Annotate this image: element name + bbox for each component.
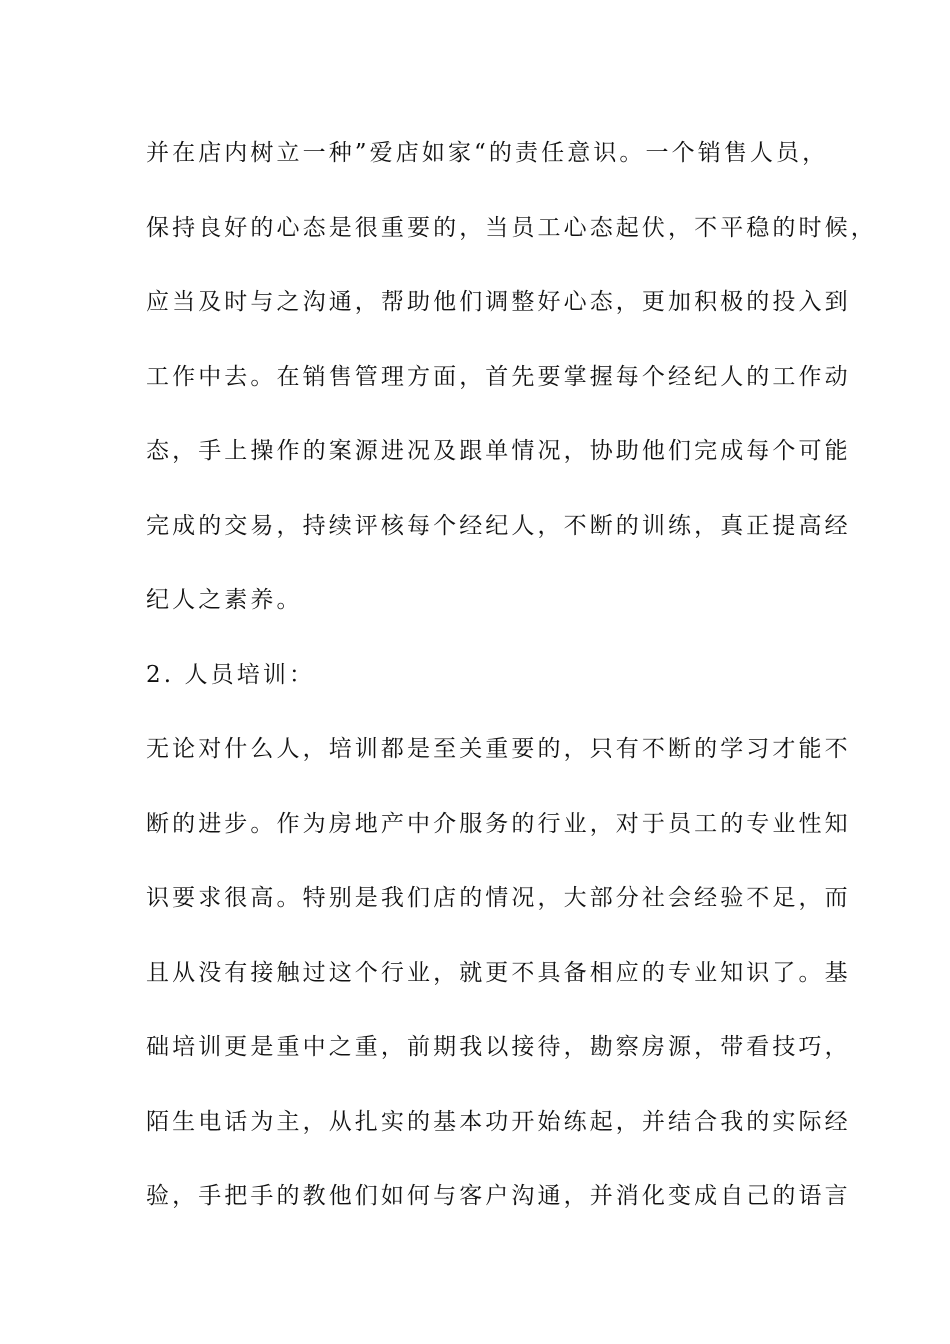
text-line: 工作中去。在销售管理方面，首先要掌握每个经纪人的工作动 bbox=[146, 364, 851, 390]
text-line: 无论对什么人，培训都是至关重要的，只有不断的学习才能不 bbox=[146, 736, 851, 762]
text-line: 础培训更是重中之重，前期我以接待，勘察房源，带看技巧， bbox=[146, 1034, 851, 1060]
text-line: 陌生电话为主，从扎实的基本功开始练起，并结合我的实际经 bbox=[146, 1109, 851, 1135]
text-line: 验，手把手的教他们如何与客户沟通，并消化变成自己的语言 bbox=[146, 1183, 851, 1209]
text-line: 识要求很高。特别是我们店的情况，大部分社会经验不足，而 bbox=[146, 885, 851, 911]
text-line: 且从没有接触过这个行业，就更不具备相应的专业知识了。基 bbox=[146, 960, 851, 986]
text-line: 态，手上操作的案源进况及跟单情况，协助他们完成每个可能 bbox=[146, 438, 851, 464]
text-line: 完成的交易，持续评核每个经纪人，不断的训练，真正提高经 bbox=[146, 513, 851, 539]
section-heading: 2. 人员培训： bbox=[146, 662, 316, 688]
text-line: 断的进步。作为房地产中介服务的行业，对于员工的专业性知 bbox=[146, 811, 851, 837]
text-line: 应当及时与之沟通，帮助他们调整好心态，更加积极的投入到 bbox=[146, 289, 851, 315]
text-line: 保持良好的心态是很重要的，当员工心态起伏，不平稳的时候， bbox=[146, 215, 877, 241]
text-line: 并在店内树立一种”爱店如家“的责任意识。一个销售人员， bbox=[146, 140, 829, 166]
text-line: 纪人之素养。 bbox=[146, 587, 303, 613]
